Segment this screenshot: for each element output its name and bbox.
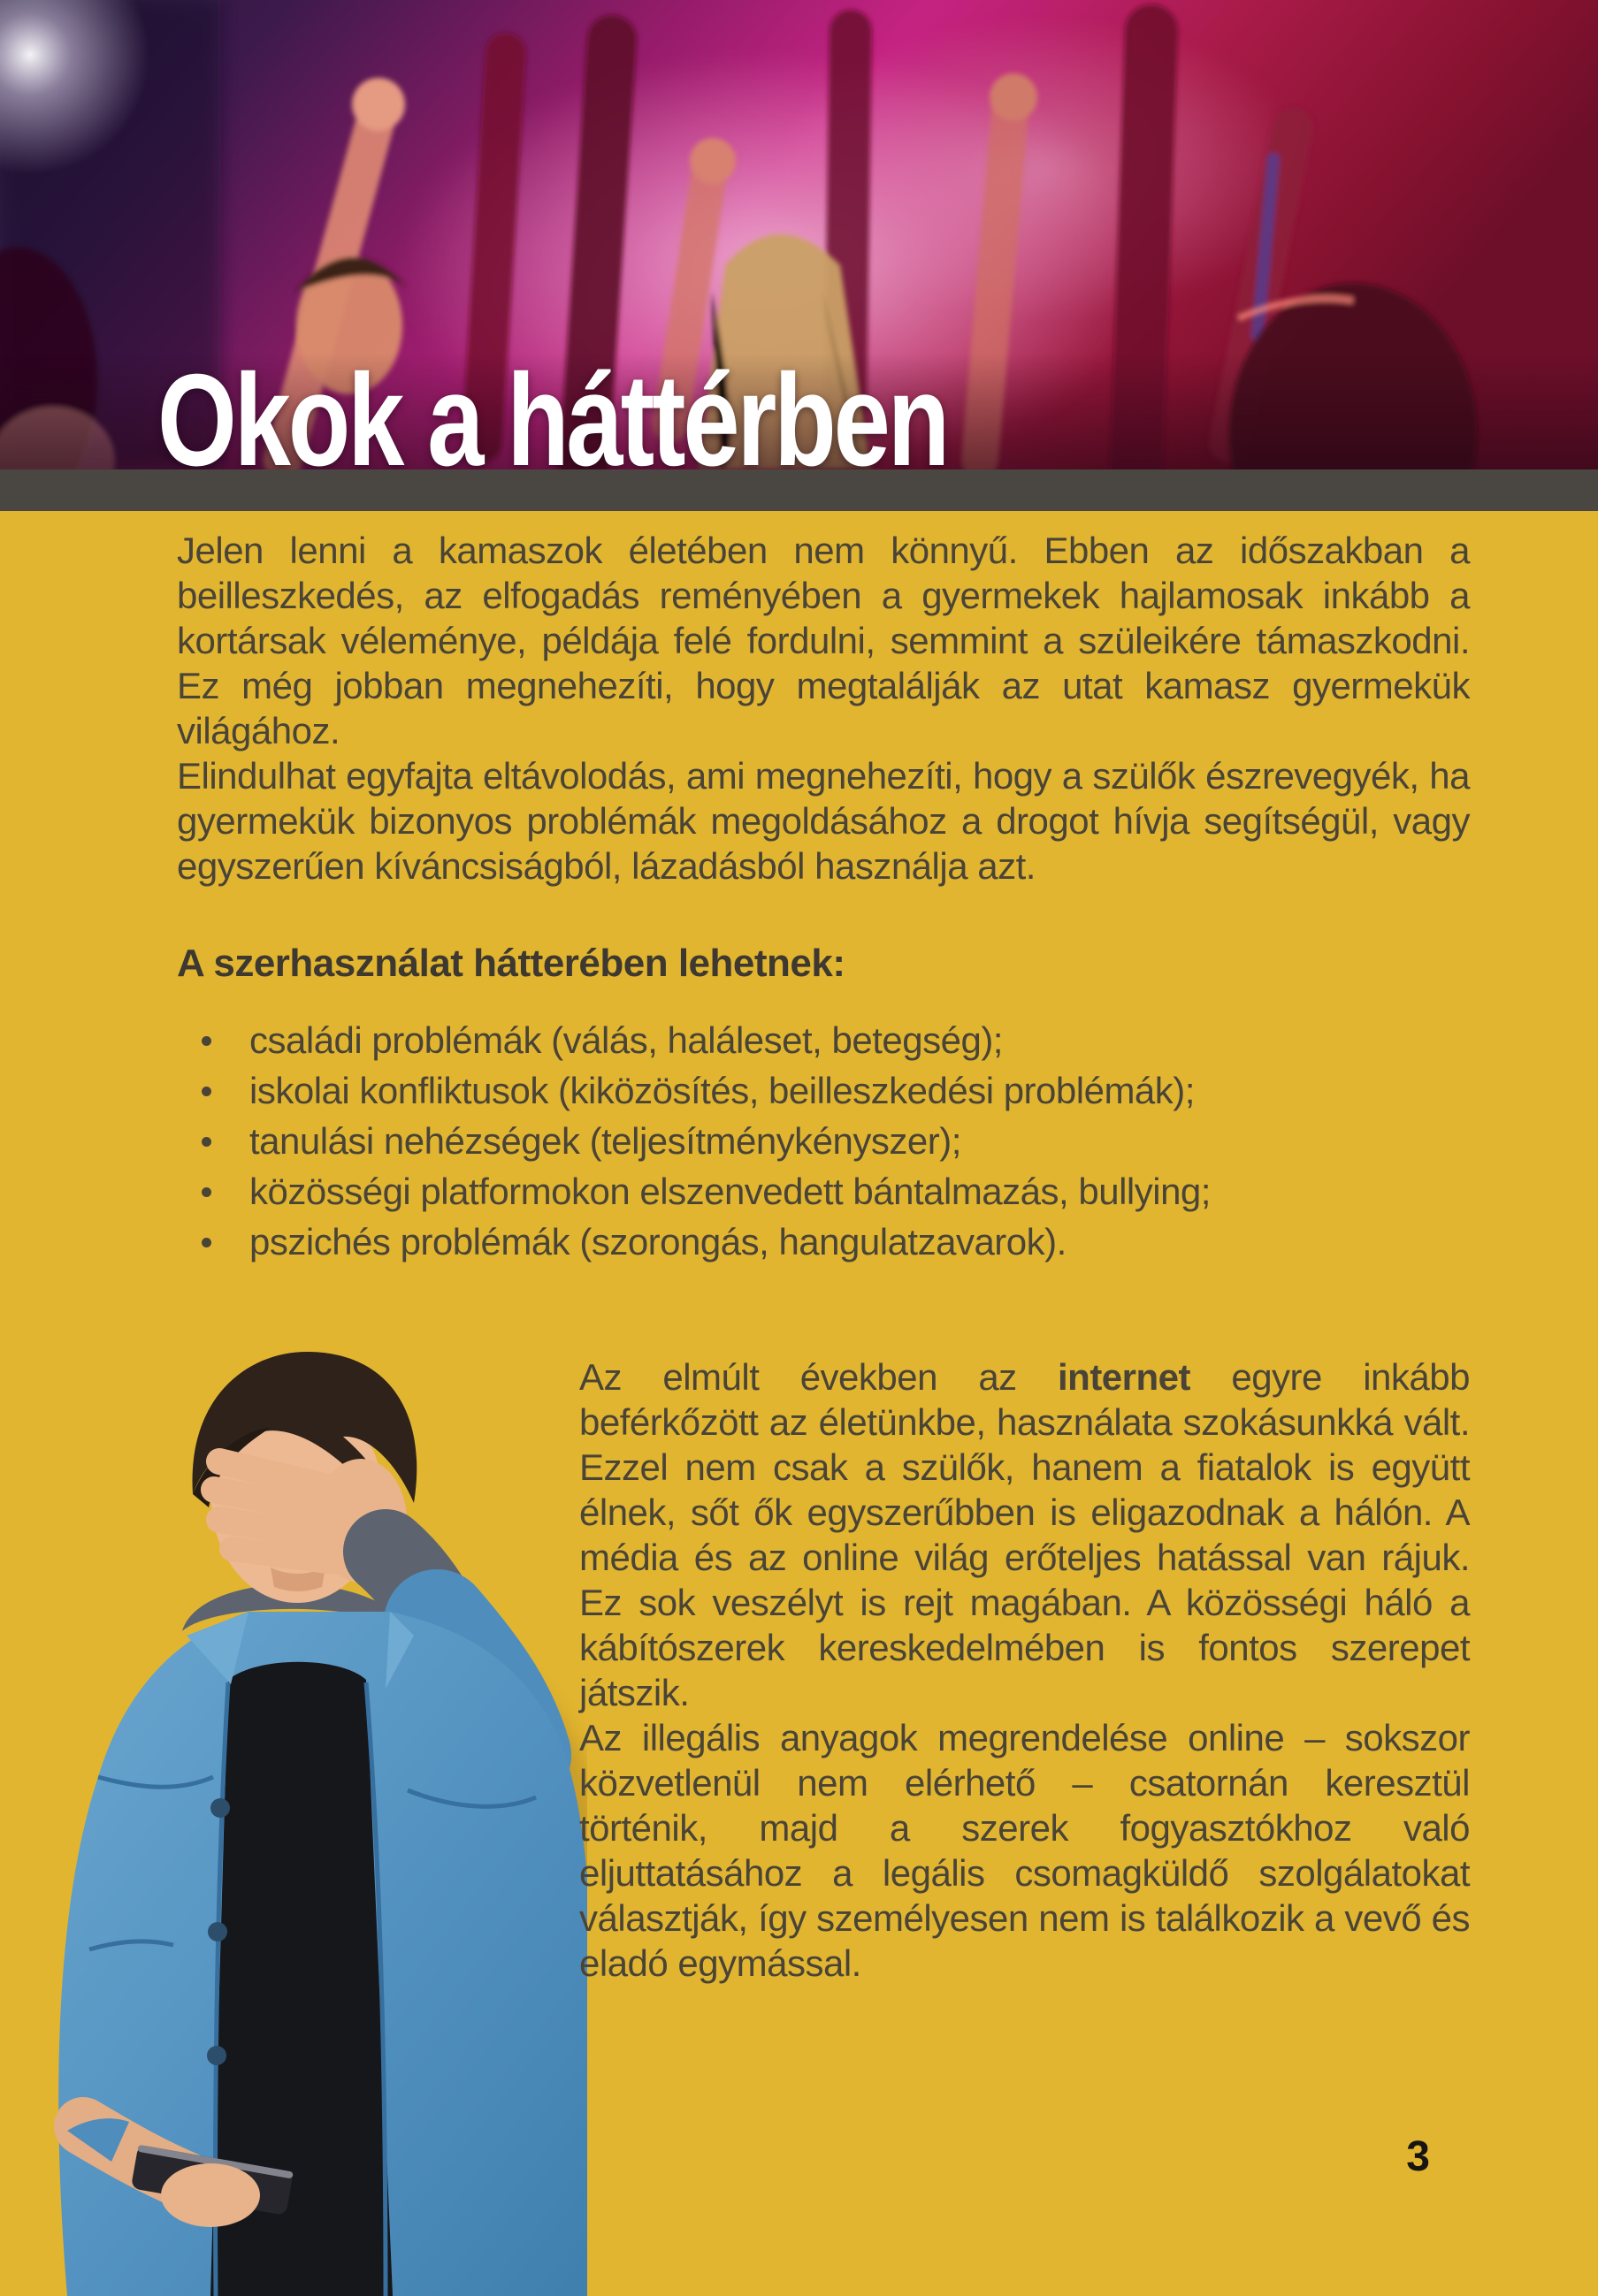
bullet-dot-icon [202, 1238, 211, 1247]
main-text-column [177, 528, 1470, 1267]
bold-word: internet [1058, 1356, 1191, 1398]
list-item-text: iskolai konfliktusok (kiközösítés, beilleszkedési problémák); [249, 1070, 1195, 1111]
paragraph-text: Az elmúlt években az [579, 1356, 1058, 1398]
list-item-text: közösségi platformokon elszenvedett bántalmazás, bullying; [249, 1171, 1211, 1212]
list-heading: A szerhasználat hátterében lehetnek: [177, 942, 845, 985]
page-number: 3 [1406, 2133, 1430, 2180]
internet-paragraph [579, 1354, 1470, 1715]
side-text-column [579, 1354, 1470, 1986]
list-item [177, 1166, 1470, 1217]
bullet-dot-icon [202, 1036, 211, 1046]
list-item [177, 1015, 1470, 1065]
bullet-dot-icon [202, 1187, 211, 1197]
boy-photo [5, 1331, 587, 2296]
list-item [177, 1065, 1470, 1116]
causes-list [177, 1015, 1470, 1267]
bullet-dot-icon [202, 1137, 211, 1147]
list-item-text: pszichés problémák (szorongás, hangulatzavarok). [249, 1221, 1067, 1262]
bullet-dot-icon [202, 1087, 211, 1096]
intro-paragraph-1: Jelen lenni a kamaszok életében nem könnyű. Ebben az időszakban a beilleszkedés, az elfogadás reményében a gyermekek hajlamosak inkább a kortársak véleménye, példája felé fordulni, semmint a szüleikére támaszkodni. Ez még jobban megnehezíti, hogy megtalálják az utat kamasz gyermekük világához. [177, 530, 1470, 751]
page-title: Okok a háttérben [157, 347, 948, 469]
intro-paragraph-2: Elindulhat egyfajta eltávolodás, ami megnehezíti, hogy a szülők észrevegyék, ha gyermekük bizonyos problémák megoldásához a drogot hívja segítségül, vagy egyszerűen kíváncsiságból, lázadásból használja azt. [177, 755, 1470, 887]
left-hand [161, 2163, 260, 2227]
list-item-text: tanulási nehézségek (teljesítménykényszer); [249, 1120, 961, 1162]
header [0, 0, 1598, 469]
paragraph-text: egyre inkább beférkőzött az életünkbe, használata szokásunkká vált. Ezzel nem csak a szülők, hanem a fiatalok is együtt élnek, sőt ők egyszerűbben is eligazodnak a hálón. A média és az online világ erőteljes hatással van rájuk. Ez sok veszélyt is rejt magában. A közösségi háló a kábítószerek kereskedelmében is fontos szerepet játszik. [579, 1356, 1470, 1713]
list-item [177, 1116, 1470, 1166]
list-item [177, 1217, 1470, 1267]
list-item-text: családi problémák (válás, haláleset, betegség); [249, 1019, 1003, 1061]
online-order-paragraph: Az illegális anyagok megrendelése online – sokszor közvetlenül nem elérhető – csatornán keresztül történik, majd a szerek fogyasztókhoz való eljuttatásához a legális csomagküldő szolgálatokat választják, így személyesen nem is találkozik a vevő és eladó egymással. [579, 1717, 1470, 1984]
title-bar [0, 469, 1598, 511]
